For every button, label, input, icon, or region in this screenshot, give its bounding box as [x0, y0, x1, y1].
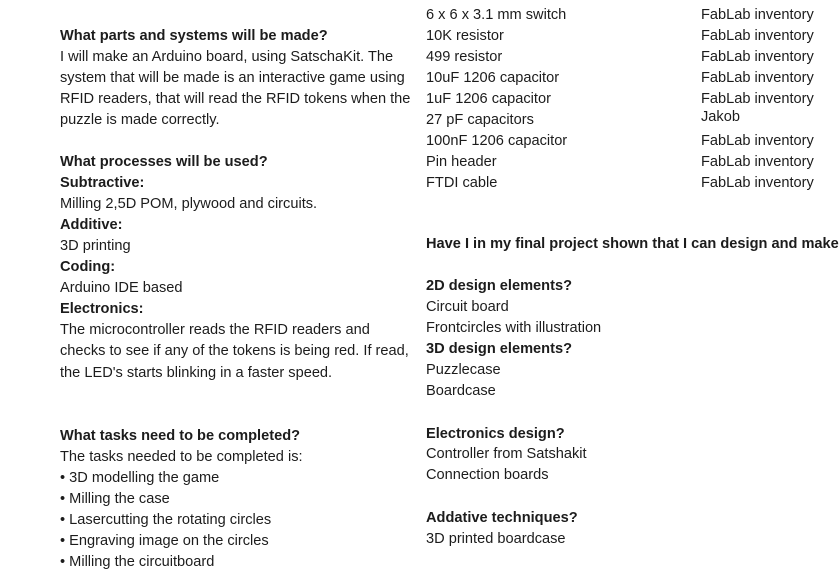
bom-part: 499 resistor [426, 49, 503, 65]
bom-row [426, 5, 814, 26]
bom-part: Pin header [426, 154, 497, 170]
electronics-design-item: Controller from Satshakit [426, 446, 587, 462]
parts-body-line: RFID readers, that will read the RFID tokens when the [60, 91, 411, 107]
processes-heading: What processes will be used? [60, 154, 268, 170]
coding-text: Arduino IDE based [60, 280, 183, 296]
additive-techniques-heading: Addative techniques? [426, 510, 578, 526]
bom-source: FabLab inventory [701, 133, 814, 149]
bom-source: FabLab inventory [701, 154, 814, 170]
bom-row [426, 131, 814, 152]
parts-body-line: I will make an Arduino board, using SatschaKit. The [60, 49, 394, 65]
bom-part: 6 x 6 x 3.1 mm switch [426, 7, 567, 23]
bom-source: FabLab inventory [701, 7, 814, 23]
design3d-item: Boardcase [426, 383, 496, 399]
design2d-item: Frontcircles with illustration [426, 320, 602, 336]
electronics-design-item: Connection boards [426, 467, 549, 483]
design3d-item: Puzzlecase [426, 362, 501, 378]
bom-part: 27 pF capacitors [426, 112, 534, 128]
bom-source: FabLab inventory [701, 91, 814, 107]
bom-row [426, 152, 814, 173]
design3d-heading: 3D design elements? [426, 341, 572, 357]
task-item: • Lasercutting the rotating circles [60, 512, 272, 528]
bom-row [426, 173, 814, 194]
additive-techniques-item: 3D printed boardcase [426, 531, 566, 547]
bom-row [426, 47, 814, 68]
design2d-item: Circuit board [426, 299, 509, 315]
design2d-heading: 2D design elements? [426, 278, 572, 294]
parts-body-line: puzzle is made correctly. [60, 112, 220, 128]
parts-heading: What parts and systems will be made? [60, 28, 328, 44]
bom-source: FabLab inventory [701, 175, 814, 191]
electronics-label: Electronics: [60, 301, 144, 317]
bom-part: 10uF 1206 capacitor [426, 70, 560, 86]
parts-body-line: system that will be made is an interactive game using [60, 70, 405, 86]
electronics-body-line: the LED's starts blinking in a faster speed. [60, 365, 333, 381]
bom-source: FabLab inventory [701, 49, 814, 65]
bom-source: FabLab inventory [701, 70, 814, 86]
bom-row [426, 68, 814, 89]
bom-source: FabLab inventory [701, 28, 814, 44]
electronics-design-heading: Electronics design? [426, 426, 565, 442]
bom-part: 10K resistor [426, 28, 504, 44]
electronics-body-line: The microcontroller reads the RFID readers and [60, 322, 370, 338]
task-item: • Milling the circuitboard [60, 554, 215, 570]
bom-source: Jakob [701, 109, 740, 125]
task-item: • Engraving image on the circles [60, 533, 269, 549]
bom-row [426, 110, 793, 131]
tasks-heading: What tasks need to be completed? [60, 428, 301, 444]
final-project-question: Have I in my final project shown that I can design and make [426, 236, 839, 252]
bom-part: 100nF 1206 capacitor [426, 133, 568, 149]
subtractive-label: Subtractive: [60, 175, 145, 191]
task-item: • Milling the case [60, 491, 170, 507]
bom-part: 1uF 1206 capacitor [426, 91, 551, 107]
additive-label: Additive: [60, 217, 123, 233]
coding-label: Coding: [60, 259, 116, 275]
bom-row [426, 26, 814, 47]
electronics-body-line: checks to see if any of the tokens is being red. If read, [60, 343, 409, 359]
bom-part: FTDI cable [426, 175, 498, 191]
task-item: • 3D modelling the game [60, 470, 220, 486]
tasks-intro: The tasks needed to be completed is: [60, 449, 303, 465]
additive-text: 3D printing [60, 238, 131, 254]
subtractive-text: Milling 2,5D POM, plywood and circuits. [60, 196, 318, 212]
